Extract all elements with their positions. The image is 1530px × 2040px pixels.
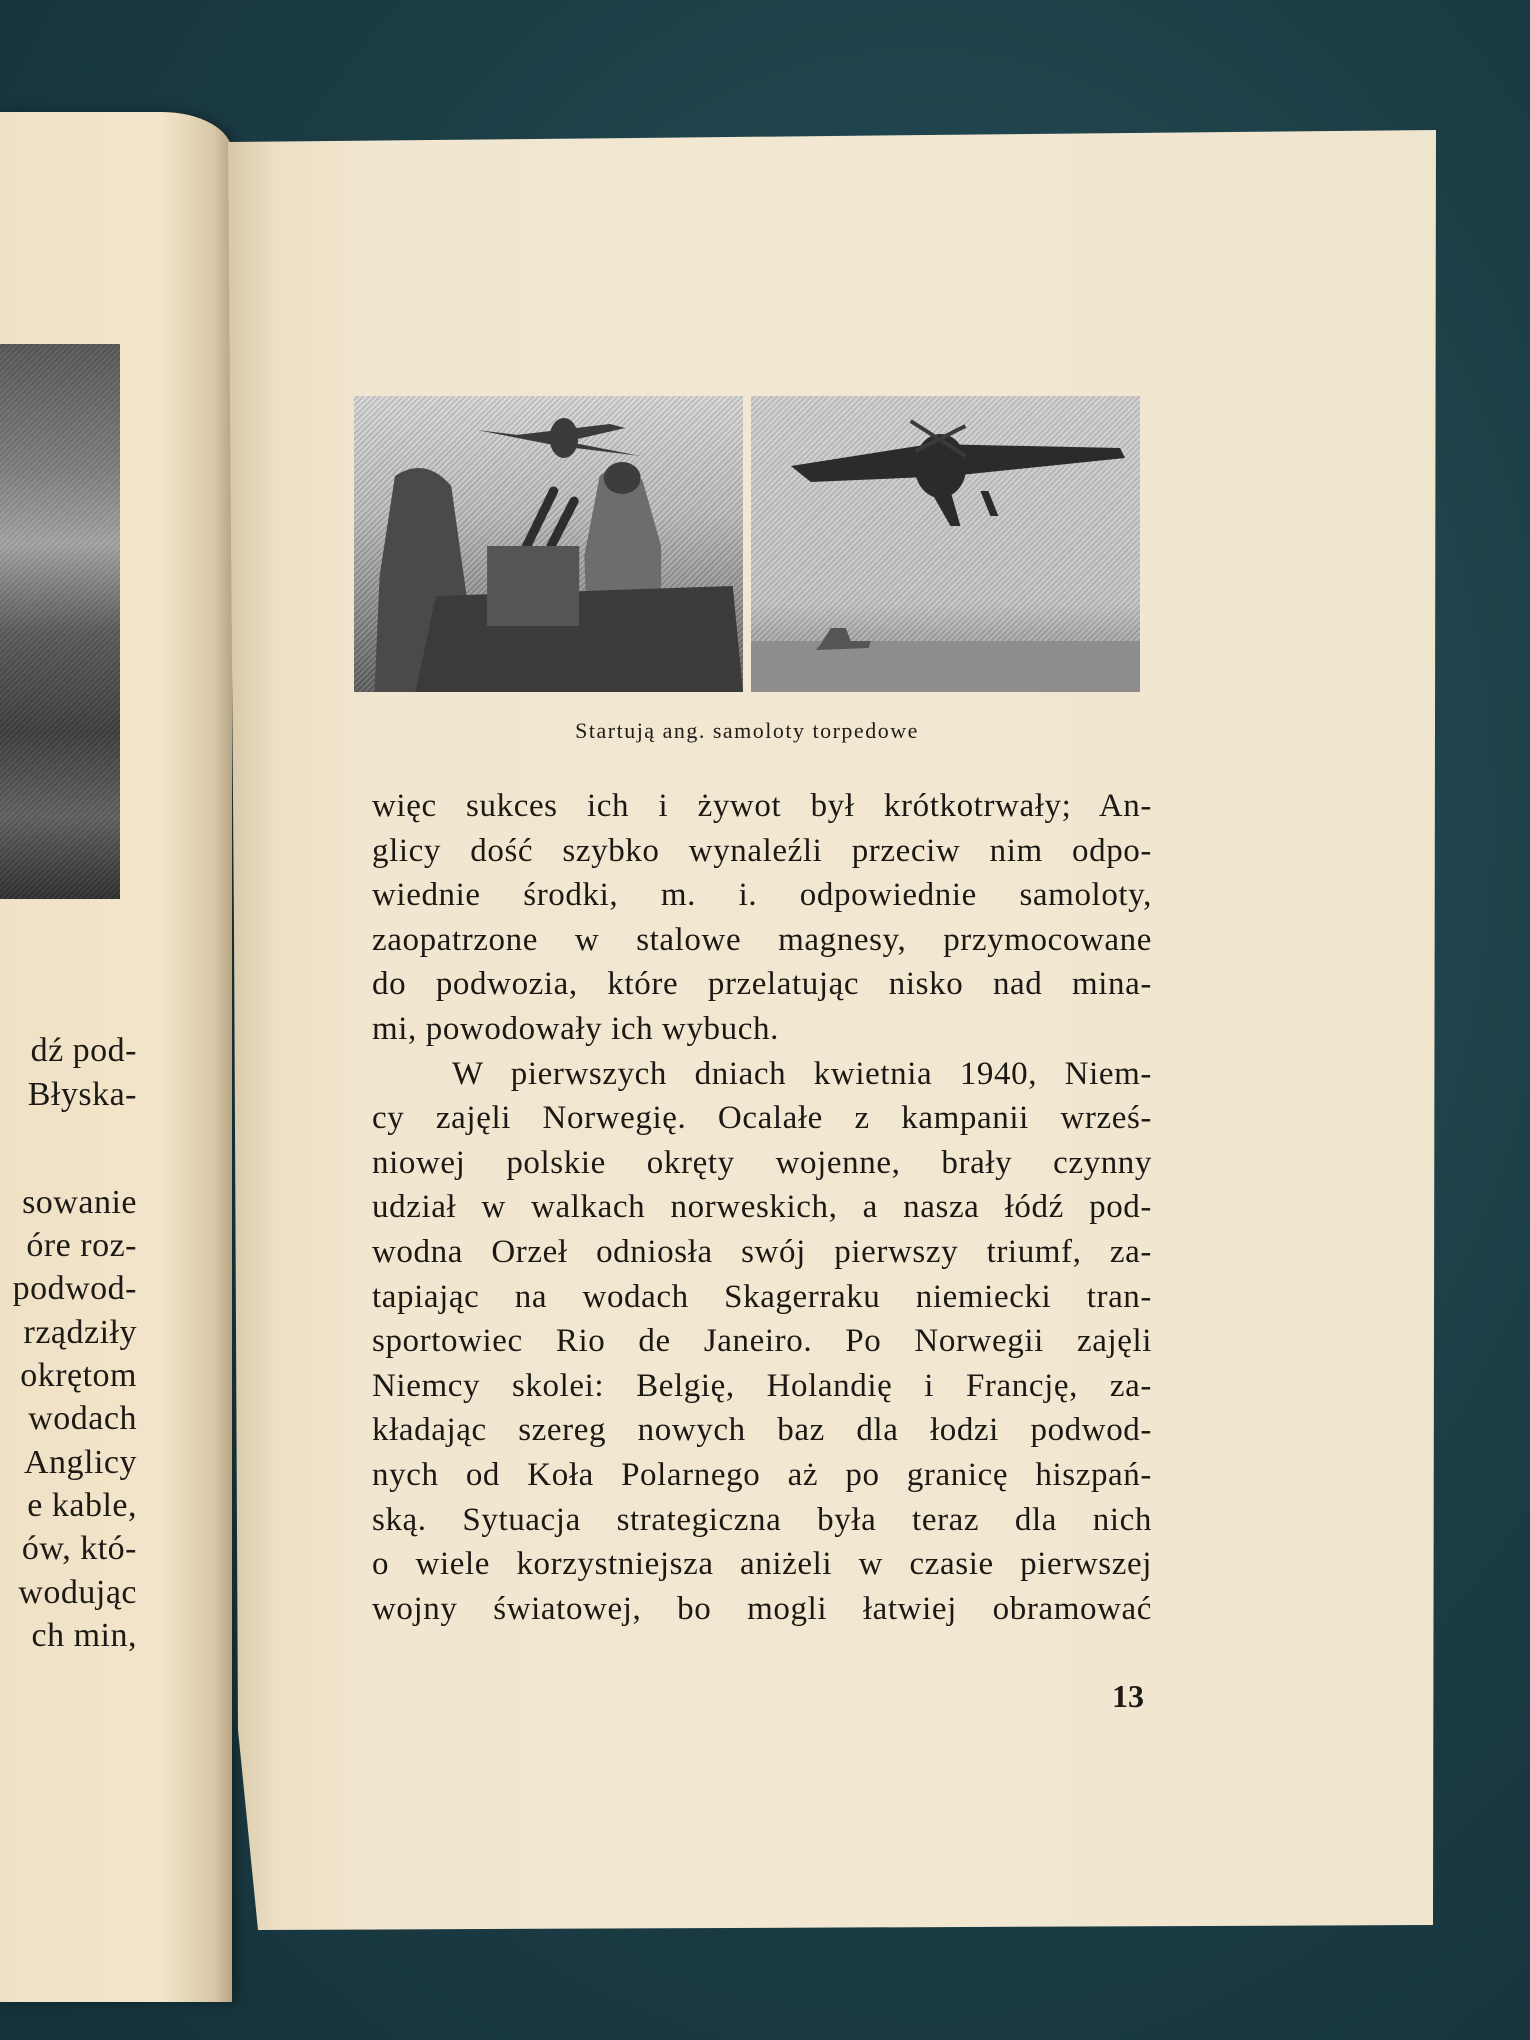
- left-line: Anglicy: [23, 1444, 137, 1481]
- text-line: kładając szereg nowych baz dla łodzi podwod-: [372, 1412, 1152, 1449]
- text-line: więc sukces ich i żywot był krótkotrwały; An-: [372, 788, 1152, 824]
- text-line: sportowiec Rio de Janeiro. Po Norwegii zajęli: [372, 1323, 1152, 1360]
- left-line: ów, któ-: [21, 1530, 137, 1567]
- page-number: 13: [1112, 1678, 1144, 1714]
- text-line: do podwozia, które przelatując nisko nad mina-: [372, 966, 1152, 1003]
- text-line: wodna Orzeł odniosła swój pierwszy triumf, za-: [372, 1233, 1152, 1270]
- left-line: óre roz-: [26, 1227, 137, 1264]
- text-line: glicy dość szybko wynaleźli przeciw nim odpo-: [372, 832, 1152, 869]
- left-page: [0, 112, 232, 2002]
- left-page-text: [0, 112, 232, 2002]
- text-line: Niemcy skolei: Belgię, Holandię i Francję, za-: [372, 1367, 1152, 1404]
- text-line: wojny światowej, bo mogli łatwiej obramować: [372, 1590, 1152, 1627]
- left-line: e kable,: [27, 1487, 137, 1524]
- left-line: podwod-: [12, 1270, 137, 1307]
- text-line: wiednie środki, m. i. odpowiednie samoloty,: [372, 877, 1152, 914]
- body-text: [372, 784, 1152, 1631]
- figure: [354, 396, 1140, 692]
- text-line: o wiele korzystniejsza aniżeli w czasie pierwszej: [372, 1546, 1152, 1583]
- left-line: sowanie: [22, 1184, 137, 1221]
- text-line: ską. Sytuacja strategiczna była teraz dla nich: [372, 1501, 1152, 1538]
- text-line: cy zajęli Norwegię. Ocalałe z kampanii wrześ-: [372, 1100, 1152, 1137]
- photo-gunners-and-plane: [354, 396, 743, 692]
- text-line: udział w walkach norweskich, a nasza łódź pod-: [372, 1189, 1152, 1226]
- left-line: dź pod-: [30, 1032, 137, 1069]
- figure-caption: Startują ang. samoloty torpedowe: [575, 718, 919, 743]
- photo-plane-over-sea: [751, 396, 1140, 692]
- text-line: tapiając na wodach Skagerraku niemiecki tran-: [372, 1278, 1152, 1315]
- text-line: niowej polskie okręty wojenne, brały czynny: [372, 1144, 1152, 1181]
- left-line: wodując: [18, 1574, 137, 1611]
- text-line: zaopatrzone w stalowe magnesy, przymocowane: [372, 921, 1152, 958]
- left-line: rządziły: [23, 1314, 137, 1351]
- text-line: mi, powodowały ich wybuch.: [372, 1010, 779, 1047]
- left-line: ch min,: [31, 1617, 137, 1654]
- left-line: Błyska-: [27, 1076, 137, 1113]
- left-line: okrętom: [20, 1357, 137, 1394]
- left-line: wodach: [28, 1400, 137, 1437]
- text-line: nych od Koła Polarnego aż po granicę hiszpań-: [372, 1456, 1152, 1493]
- text-line: W pierwszych dniach kwietnia 1940, Niem-: [452, 1055, 1152, 1092]
